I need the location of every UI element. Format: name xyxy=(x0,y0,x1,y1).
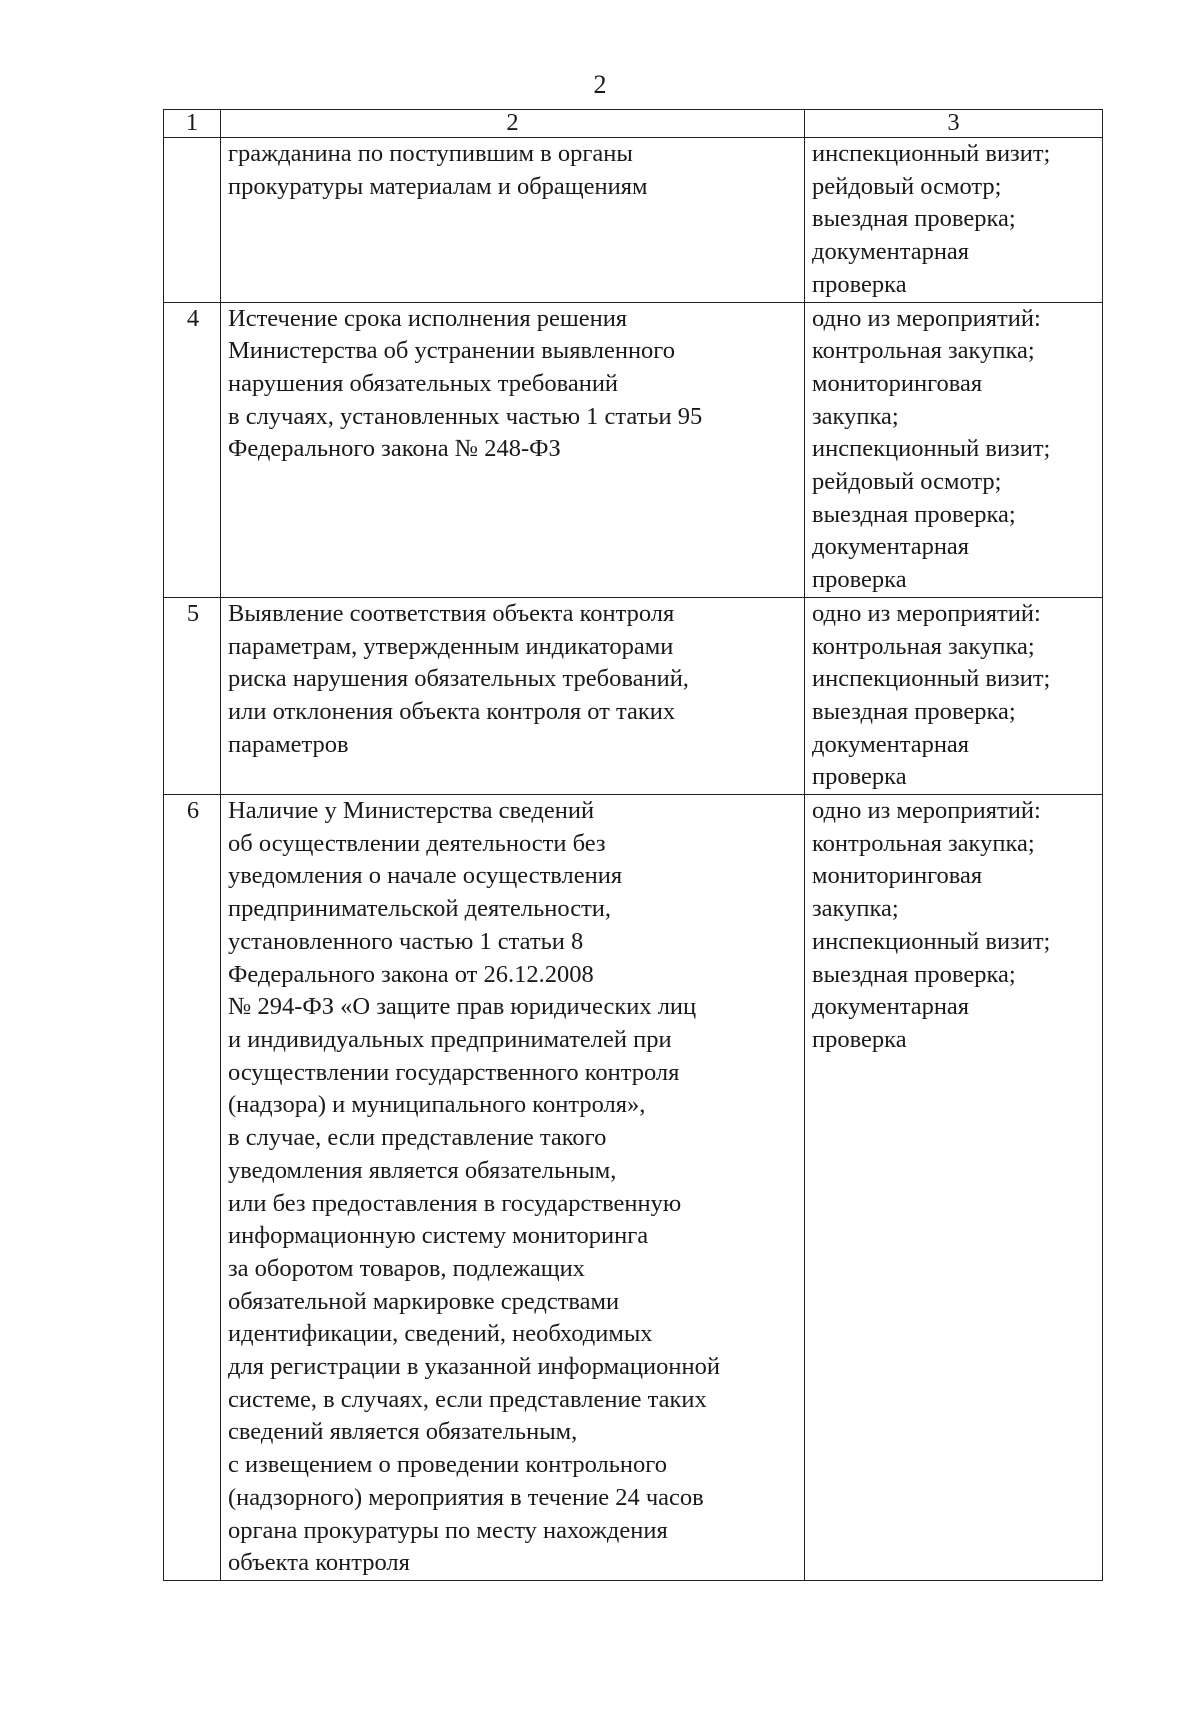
row-number-cell: 6 xyxy=(164,795,221,1581)
table-row xyxy=(164,597,1103,794)
cell-line: одно из мероприятий: xyxy=(812,797,1041,825)
cell-line: идентификации, сведений, необходимых xyxy=(228,1320,653,1348)
cell-line: или без предоставления в государственную xyxy=(228,1189,682,1217)
cell-line: в случаях, установленных частью 1 статьи 95 xyxy=(228,402,703,430)
table-header-row xyxy=(164,110,1103,138)
cell-line: мониторинговая xyxy=(812,862,983,890)
cell-line: выездная проверка; xyxy=(812,960,1016,988)
cell-line: Истечение срока исполнения решения xyxy=(228,304,628,332)
measures-table xyxy=(163,109,1103,1581)
measures-cell xyxy=(805,597,1103,794)
cell-line: одно из мероприятий: xyxy=(812,599,1041,627)
measures-cell xyxy=(805,138,1103,303)
cell-line: уведомления является обязательным, xyxy=(228,1156,617,1184)
cell-line: в случае, если представление такого xyxy=(228,1124,607,1152)
column-header-2: 2 xyxy=(221,110,805,138)
cell-line: рейдовый осмотр; xyxy=(812,172,1002,200)
row-number-cell: 5 xyxy=(164,597,221,794)
cell-line: установленного частью 1 статьи 8 xyxy=(228,927,584,955)
measures-cell xyxy=(805,302,1103,597)
cell-line: контрольная закупка; xyxy=(812,632,1035,660)
cell-line: проверка xyxy=(812,1025,907,1053)
cell-line: контрольная закупка; xyxy=(812,337,1035,365)
cell-line: выездная проверка; xyxy=(812,205,1016,233)
cell-line: документарная xyxy=(812,993,970,1021)
cell-line: об осуществлении деятельности без xyxy=(228,829,606,857)
cell-line: проверка xyxy=(812,566,907,594)
cell-line: осуществлении государственного контроля xyxy=(228,1058,680,1086)
cell-line: (надзора) и муниципального контроля», xyxy=(228,1091,646,1119)
cell-line: и индивидуальных предпринимателей при xyxy=(228,1025,672,1053)
cell-line: закупка; xyxy=(812,895,899,923)
column-header-1: 1 xyxy=(164,110,221,138)
cell-line: контрольная закупка; xyxy=(812,829,1035,857)
cell-line: параметров xyxy=(228,730,349,758)
cell-line: Федерального закона от 26.12.2008 xyxy=(228,960,594,988)
cell-line: обязательной маркировке средствами xyxy=(228,1287,620,1315)
cell-line: одно из мероприятий: xyxy=(812,304,1041,332)
cell-line: за оборотом товаров, подлежащих xyxy=(228,1254,585,1282)
cell-line: параметрам, утвержденным индикаторами xyxy=(228,632,674,660)
cell-line: инспекционный визит; xyxy=(812,665,1051,693)
cell-line: инспекционный визит; xyxy=(812,927,1051,955)
basis-cell xyxy=(221,597,805,794)
cell-line: риска нарушения обязательных требований, xyxy=(228,665,689,693)
cell-line: проверка xyxy=(812,270,907,298)
cell-line: Наличие у Министерства сведений xyxy=(228,797,595,825)
cell-line: Федерального закона № 248-ФЗ xyxy=(228,435,561,463)
cell-line: уведомления о начале осуществления xyxy=(228,862,623,890)
table-row xyxy=(164,302,1103,597)
measures-cell xyxy=(805,795,1103,1581)
cell-line: проверка xyxy=(812,763,907,791)
basis-cell xyxy=(221,302,805,597)
cell-line: Министерства об устранении выявленного xyxy=(228,337,675,365)
cell-line: прокуратуры материалам и обращениям xyxy=(228,172,648,200)
cell-line: или отклонения объекта контроля от таких xyxy=(228,697,676,725)
cell-line: мониторинговая xyxy=(812,369,983,397)
row-number-cell xyxy=(164,138,221,303)
cell-line: предпринимательской деятельности, xyxy=(228,895,612,923)
cell-line: инспекционный визит; xyxy=(812,140,1051,167)
cell-line: инспекционный визит; xyxy=(812,435,1051,463)
cell-line: документарная xyxy=(812,730,970,758)
cell-line: объекта контроля xyxy=(228,1549,410,1577)
cell-line: для регистрации в указанной информационной xyxy=(228,1353,720,1381)
page-number: 2 xyxy=(593,70,607,99)
cell-line: системе, в случаях, если представление таких xyxy=(228,1385,707,1413)
row-number-cell: 4 xyxy=(164,302,221,597)
basis-cell xyxy=(221,138,805,303)
basis-cell xyxy=(221,795,805,1581)
cell-line: органа прокуратуры по месту нахождения xyxy=(228,1516,668,1544)
cell-line: информационную систему мониторинга xyxy=(228,1222,649,1250)
cell-line: документарная xyxy=(812,238,970,266)
cell-line: с извещением о проведении контрольного xyxy=(228,1451,667,1479)
cell-line: закупка; xyxy=(812,402,899,430)
cell-line: сведений является обязательным, xyxy=(228,1418,578,1446)
cell-line: (надзорного) мероприятия в течение 24 часов xyxy=(228,1483,704,1511)
column-header-3: 3 xyxy=(805,110,1103,138)
cell-line: выездная проверка; xyxy=(812,500,1016,528)
cell-line: № 294-ФЗ «О защите прав юридических лиц xyxy=(228,993,697,1021)
cell-line: рейдовый осмотр; xyxy=(812,468,1002,496)
cell-line: выездная проверка; xyxy=(812,697,1016,725)
cell-line: гражданина по поступившим в органы xyxy=(228,140,633,167)
table-row xyxy=(164,795,1103,1581)
cell-line: нарушения обязательных требований xyxy=(228,369,619,397)
cell-line: документарная xyxy=(812,533,970,561)
cell-line: Выявление соответствия объекта контроля xyxy=(228,599,675,627)
table-row xyxy=(164,138,1103,303)
